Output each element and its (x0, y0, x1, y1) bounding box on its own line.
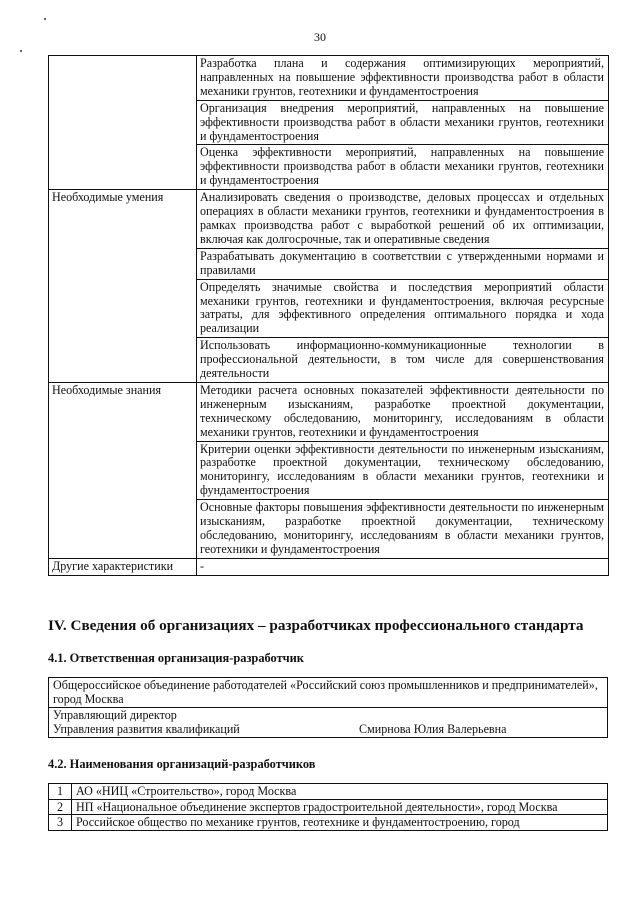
position-line-1: Управляющий директор (53, 708, 177, 722)
row-text: Организация внедрения мероприятий, направленных на повышение эффективности производства работ в области механики грунтов, геотехники и фундаментостроения (197, 100, 609, 145)
subsection-title-responsible: 4.1. Ответственная организация-разработчик (48, 651, 304, 665)
org-name: АО «НИЦ «Строительство», город Москва (72, 784, 608, 800)
row-text: Методики расчета основных показателей эффективности деятельности по инженерным изысканиям, разработке проектной документации, техническому обследованию, мониторингу, исследованиям в области механики грунтов, геотехники и фундаментостроения (197, 382, 609, 441)
row-text: Разработка плана и содержания оптимизирующих мероприятий, направленных на повышение эффективности производства работ в области механики грунтов, геотехники и фундаментостроения (197, 56, 609, 101)
org-name: НП «Национальное объединение экспертов градостроительной деятельности», город Москва (72, 799, 608, 815)
table-row (49, 784, 608, 800)
org-name: Российское общество по механике грунтов, геотехнике и фундаментостроению, город (72, 815, 608, 831)
row-label-other: Другие характеристики (49, 558, 197, 575)
table-row (49, 799, 608, 815)
org-number: 3 (49, 815, 72, 831)
table-row (49, 190, 609, 249)
row-text: Оценка эффективности мероприятий, направленных на повышение эффективности производства работ в области механики грунтов, геотехники и фундаментостроения (197, 145, 609, 190)
org-number: 1 (49, 784, 72, 800)
table-row (49, 56, 609, 101)
row-text: Определять значимые свойства и последствия мероприятий области механики грунтов, геотехники и фундаментостроения, включая ресурсные затраты, для эффективного определения оптимального порядка и хода реализации (197, 279, 609, 338)
position-line-2: Управления развития квалификаций (53, 721, 240, 736)
responsible-org-block (48, 677, 608, 738)
page-number: 30 (314, 30, 326, 44)
row-label-knowledge: Необходимые знания (49, 382, 197, 558)
row-label (49, 56, 197, 190)
section-title: IV. Сведения об организациях – разработчиках профессионального стандарта (48, 617, 584, 634)
row-text: - (197, 558, 609, 575)
table-row (49, 382, 609, 441)
row-text: Анализировать сведения о производстве, деловых процессах и отдельных операциях в области механики грунтов, геотехники и фундаментостроения в рамках производства работ с выработкой решений об их оптимизации, включая как долгосрочные, так и оперативные сведения (197, 190, 609, 249)
row-text: Разрабатывать документацию в соответствии с утвержденными нормами и правилами (197, 248, 609, 279)
scan-speck (44, 18, 46, 20)
signatory-name: Смирнова Юлия Валерьевна (359, 722, 507, 736)
row-text: Критерии оценки эффективности деятельности по инженерным изысканиям, разработке проектной документации, техническому обследованию, мониторингу, исследованиям в области механики грунтов, геотехники и фундаментостроения (197, 441, 609, 500)
row-text: Использовать информационно-коммуникационные технологии в профессиональной деятельности, в том числе для совершенствования деятельности (197, 338, 609, 383)
responsible-signatory (48, 708, 608, 738)
org-number: 2 (49, 799, 72, 815)
subsection-title-developers: 4.2. Наименования организаций-разработчиков (48, 757, 316, 771)
requirements-table (48, 55, 609, 576)
developer-orgs-table (48, 783, 608, 831)
table-row (49, 815, 608, 831)
scan-speck (20, 50, 22, 52)
row-text: Основные факторы повышения эффективности деятельности по инженерным изысканиям, разработке проектной документации, техническому обследованию, мониторингу, исследованиям в области механики грунтов, геотехники и фундаментостроения (197, 500, 609, 559)
responsible-org-name: Общероссийское объединение работодателей «Российский союз промышленников и предпринимателей», город Москва (48, 677, 608, 708)
row-label-skills: Необходимые умения (49, 190, 197, 383)
table-row (49, 558, 609, 575)
